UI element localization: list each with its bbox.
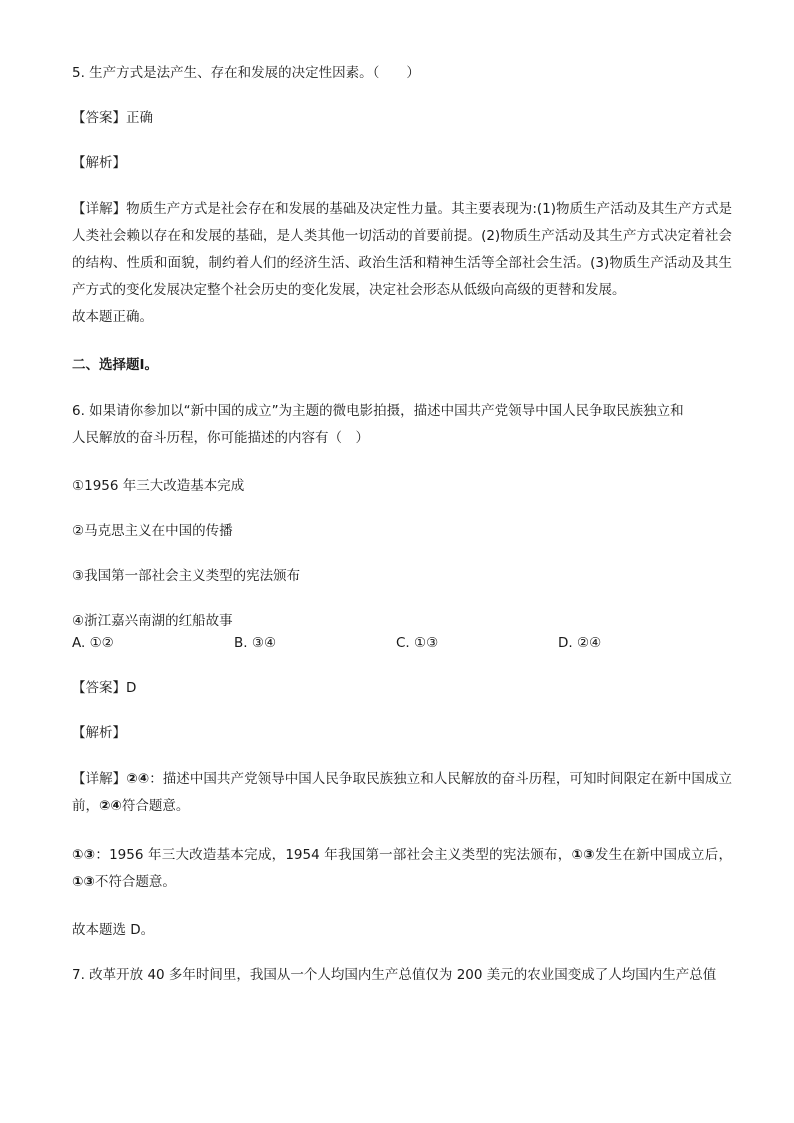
q6-detail-1 (72, 766, 732, 820)
q6-stem-line1: 6. 如果请你参加以“新中国的成立”为主题的微电影拍摄，描述中国共产党领导中国人民争取民族独立和 (72, 403, 684, 419)
document-page (72, 62, 732, 986)
detail-text: 不符合题意。 (94, 874, 176, 890)
section-title: 二、选择题Ⅰ。 (72, 357, 159, 373)
q6-conclusion: 故本题选 D。 (72, 922, 155, 938)
detail-tag: 【详解】 (72, 201, 127, 217)
answer-tag: 【答案】 (72, 110, 126, 126)
answer-tag: 【答案】 (72, 680, 126, 696)
answer-value: D (126, 680, 137, 696)
q5-analysis-tag: 【解析】 (72, 155, 126, 171)
option-a: A. ①② (72, 635, 114, 651)
q6-stem (72, 398, 732, 452)
option-d: D. ②④ (558, 635, 602, 651)
detail-text: ：1956 年三大改造基本完成，1954 年我国第一部社会主义类型的宪法颁布， (95, 847, 572, 863)
q5-detail (72, 196, 732, 304)
answer-value: 正确 (126, 110, 153, 126)
q6-detail-2 (72, 842, 732, 896)
option-c: C. ①③ (396, 635, 439, 651)
detail-text: 符合题意。 (121, 798, 190, 814)
q5-stem: 5. 生产方式是法产生、存在和发展的决定性因素。（ ） (72, 65, 420, 81)
detail-items: ①③ (72, 847, 96, 863)
q6-item-1: ①1956 年三大改造基本完成 (72, 478, 245, 494)
detail-text: 发生在新中国成立后， (594, 847, 732, 863)
q6-item-3: ③我国第一部社会主义类型的宪法颁布 (72, 568, 301, 584)
q6-options (72, 632, 732, 654)
detail-items: ②④ (126, 771, 150, 787)
q5-answer (72, 107, 732, 129)
detail-tag: 【详解】 (72, 771, 127, 787)
q7-stem: 7. 改革开放 40 多年时间里，我国从一个人均国内生产总值仅为 200 美元的农业国变成了人均国内生产总值 (72, 967, 717, 983)
q6-stem-line2: 人民解放的奋斗历程，你可能描述的内容有（ ） (72, 430, 369, 446)
q6-item-2: ②马克思主义在中国的传播 (72, 523, 233, 539)
detail-items: ①③ (72, 874, 95, 890)
q6-item-4: ④浙江嘉兴南湖的红船故事 (72, 613, 233, 629)
detail-items: ①③ (571, 847, 595, 863)
q6-analysis-tag: 【解析】 (72, 725, 126, 741)
detail-text: 物质生产方式是社会存在和发展的基础及决定性力量。其主要表现为:(1)物质生产活动及其生产方式是人类社会赖以存在和发展的基础，是人类其他一切活动的首要前提。(2)物质生产活动及其生产方式决定着社会的结构、性质和面貌，制约着人们的经济生活、政治生活和精神生活等全部社会生活。(3)物质生产活动及其生产方式的变化发展决定整个社会历史的变化发展，决定社会形态从低级向高级的更替和发展。 (72, 201, 732, 298)
detail-items: ②④ (99, 798, 122, 814)
q5-conclusion: 故本题正确。 (72, 309, 153, 325)
detail-text: ：描述中国共产党领导中国人民争取民族独立和人民解放的奋斗历程，可知时间限定在新中国成立前， (72, 771, 732, 814)
q6-answer (72, 677, 732, 699)
option-b: B. ③④ (234, 635, 277, 651)
